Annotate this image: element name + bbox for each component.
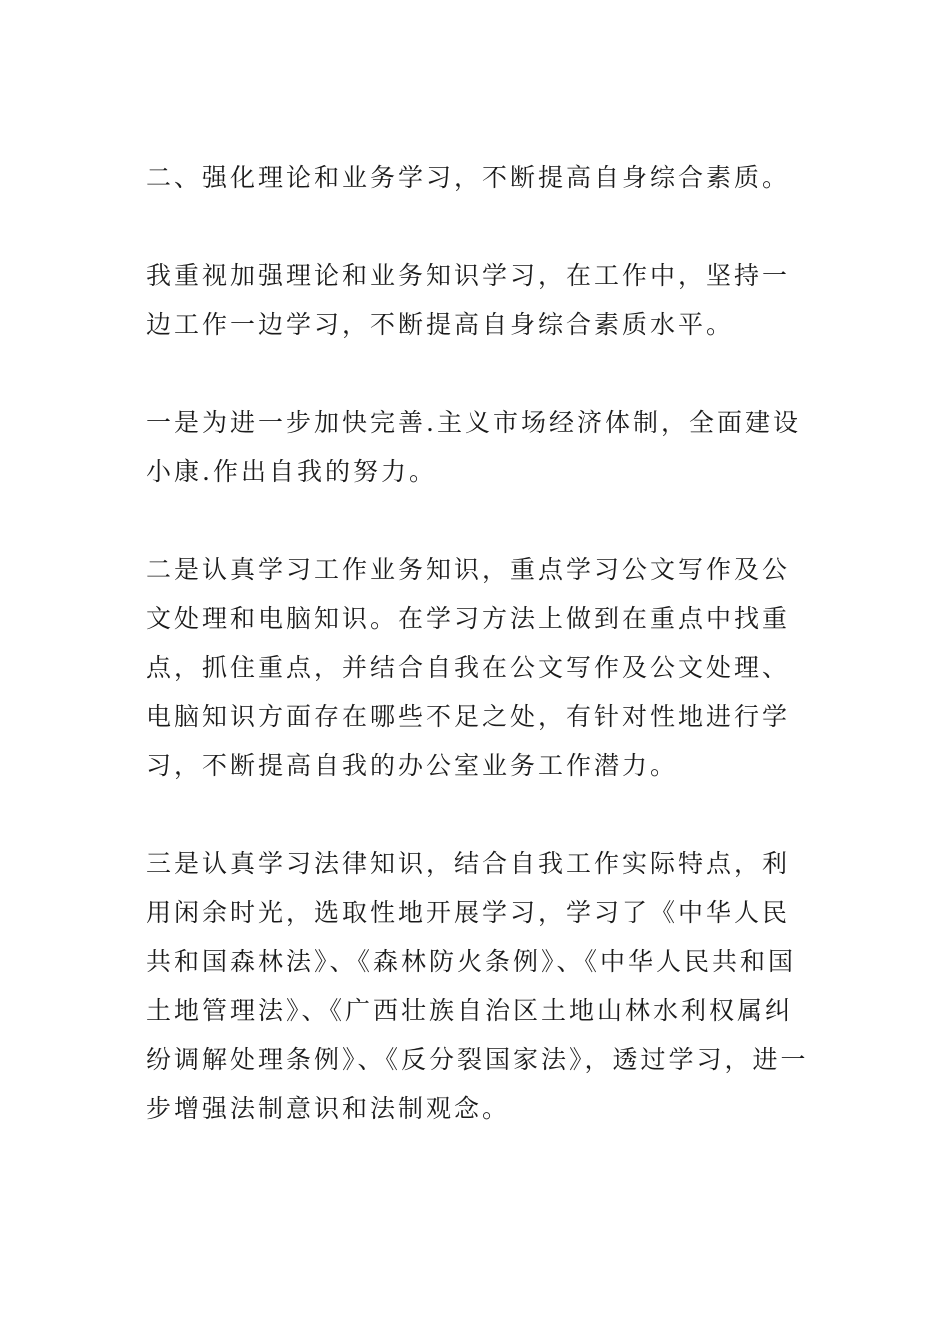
- paragraph-point-one: 一是为进一步加快完善.主义市场经济体制，全面建设小康.作出自我的努力。: [146, 408, 801, 486]
- section-heading: 二、强化理论和业务学习，不断提高自身综合素质。: [146, 163, 791, 192]
- paragraph-study-overview: 我重视加强理论和业务知识学习，在工作中，坚持一边工作一边学习，不断提高自身综合素质水平。: [146, 261, 791, 339]
- paragraph-point-two: 二是认真学习工作业务知识，重点学习公文写作及公文处理和电脑知识。在学习方法上做到在重点中找重点，抓住重点，并结合自我在公文写作及公文处理、电脑知识方面存在哪些不足之处，有针对性地进行学习，不断提高自我的办公室业务工作潜力。: [146, 555, 791, 780]
- document-body: [146, 153, 810, 1133]
- paragraph-point-three: 三是认真学习法律知识，结合自我工作实际特点，利用闲余时光，选取性地开展学习，学习了《中华人民共和国森林法》、《森林防火条例》、《中华人民共和国土地管理法》、《广西壮族自治区土地山林水利权属纠纷调解处理条例》、《反分裂国家法》，透过学习，进一步增强法制意识和法制观念。: [146, 849, 809, 1123]
